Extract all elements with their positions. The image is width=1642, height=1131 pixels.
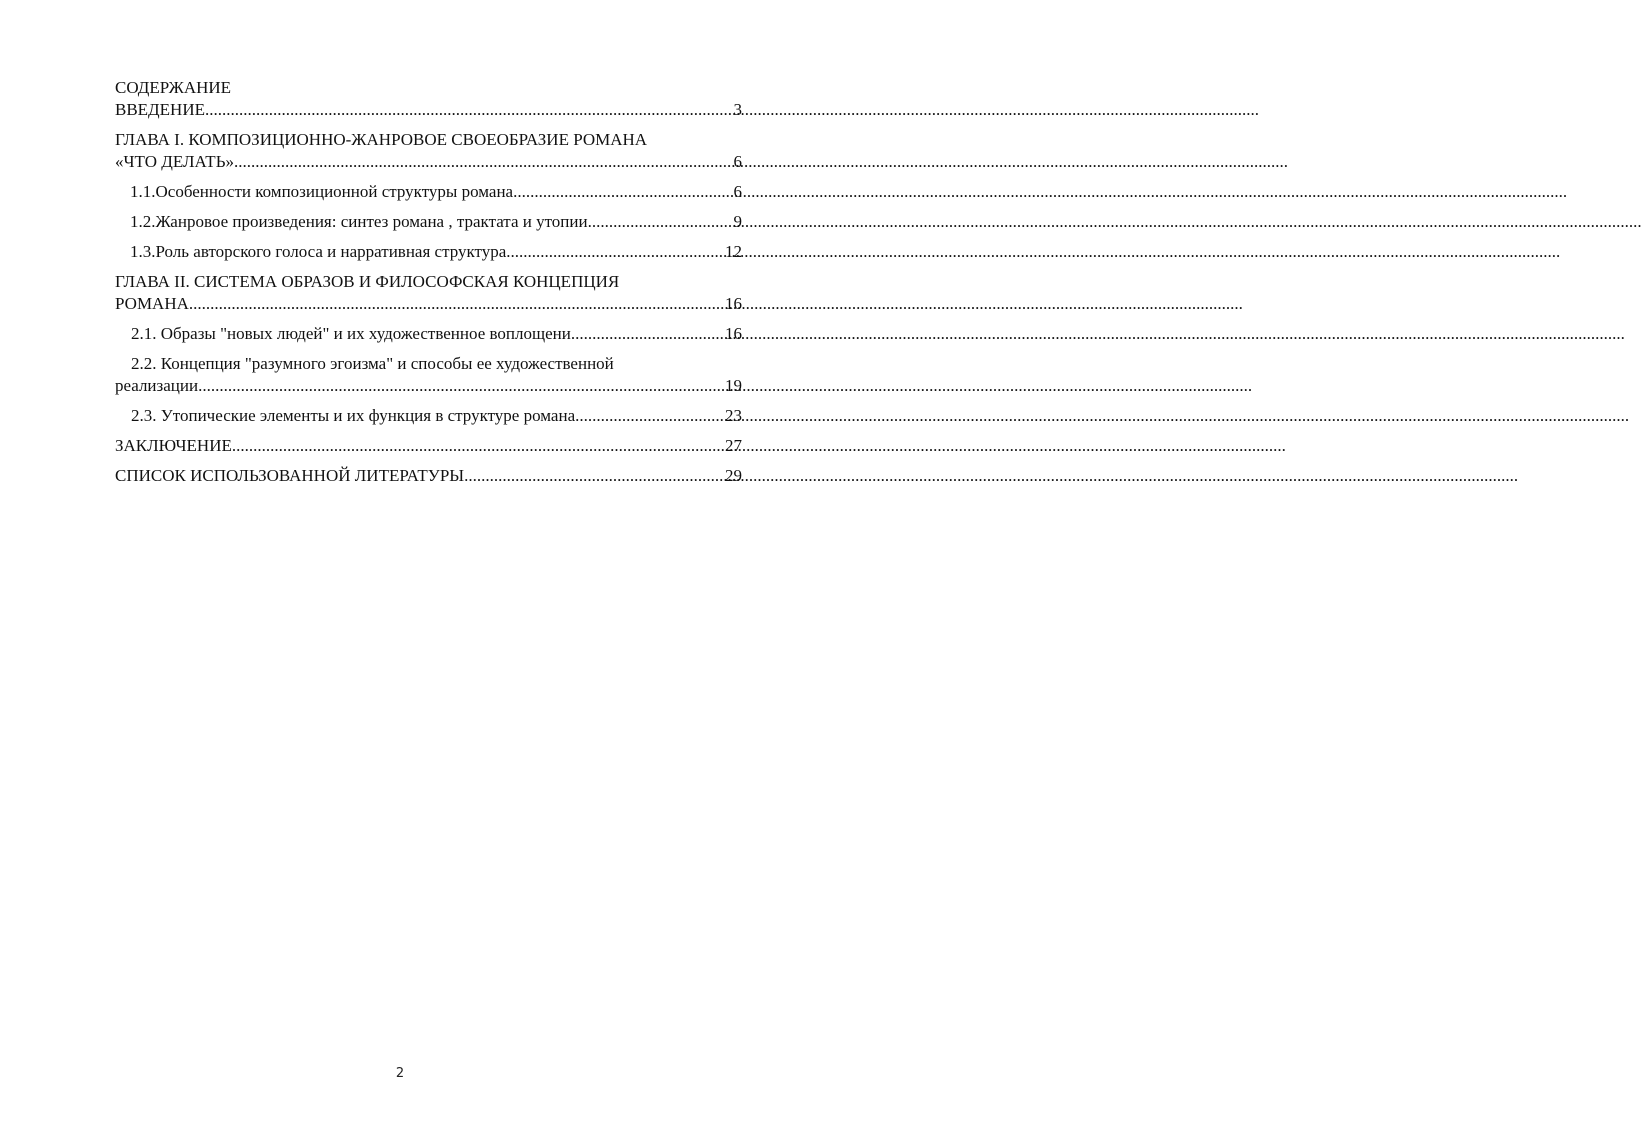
toc-entry-text: Роль авторского голоса и нарративная структура bbox=[155, 242, 507, 261]
toc-entry-introduction[interactable] bbox=[115, 99, 742, 121]
document-page bbox=[0, 0, 800, 1131]
toc-entry-literature[interactable] bbox=[115, 465, 742, 487]
toc-section-number: 1.3. bbox=[130, 242, 156, 261]
toc-entry-conclusion[interactable] bbox=[115, 435, 742, 457]
toc-page-number: 16 bbox=[725, 294, 742, 313]
toc-entry-text-line2: «ЧТО ДЕЛАТЬ» bbox=[115, 152, 234, 171]
toc-entry-section-1-3[interactable] bbox=[115, 241, 742, 263]
toc-page-number: 9 bbox=[733, 212, 742, 231]
toc-page-number: 16 bbox=[725, 324, 742, 343]
toc-entry-text-line1: 2.2. Концепция "разумного эгоизма" и способы ее художественной bbox=[131, 354, 614, 373]
dot-leader bbox=[513, 181, 732, 203]
dot-leader bbox=[506, 241, 724, 263]
toc-heading: СОДЕРЖАНИЕ bbox=[115, 78, 232, 97]
toc-entry-text-line1: ГЛАВА II. СИСТЕМА ОБРАЗОВ И ФИЛОСОФСКАЯ КОНЦЕПЦИЯ bbox=[115, 272, 620, 291]
toc-page-number: 29 bbox=[725, 466, 742, 485]
dot-leader bbox=[189, 293, 724, 315]
dot-leader bbox=[198, 375, 724, 397]
toc-page-number: 6 bbox=[733, 152, 742, 171]
toc-entry-text: Особенности композиционной структуры романа bbox=[155, 182, 514, 201]
toc-entry-chapter-2[interactable] bbox=[115, 271, 742, 315]
toc-entry-text: ВВЕДЕНИЕ bbox=[115, 100, 205, 119]
dot-leader bbox=[571, 323, 724, 345]
toc-page-number: 19 bbox=[725, 376, 742, 395]
toc-entry-text: Жанровое произведения: синтез романа , трактата и утопии bbox=[155, 212, 588, 231]
toc-entry-text: 2.3. Утопические элементы и их функция в структуре романа bbox=[131, 406, 576, 425]
toc-entry-text-line1: ГЛАВА I. КОМПОЗИЦИОННО-ЖАНРОВОЕ СВОЕОБРАЗИЕ РОМАНА bbox=[115, 130, 648, 149]
page-number-footer: 2 bbox=[395, 1066, 405, 1081]
toc-page-number: 12 bbox=[725, 242, 742, 261]
toc-entry-text: 2.1. Образы "новых людей" и их художественное воплощени bbox=[131, 324, 571, 343]
dot-leader bbox=[232, 435, 724, 457]
toc-page-number: 6 bbox=[733, 182, 742, 201]
toc-page-number: 23 bbox=[725, 406, 742, 425]
toc-entry-text: СПИСОК ИСПОЛЬЗОВАННОЙ ЛИТЕРАТУРЫ bbox=[115, 466, 465, 485]
toc-entry-section-1-1[interactable] bbox=[115, 181, 742, 203]
toc-entry-section-2-3[interactable] bbox=[115, 405, 742, 427]
dot-leader bbox=[588, 211, 733, 233]
toc-entry-section-2-1[interactable] bbox=[115, 323, 742, 345]
toc-section-number: 1.2. bbox=[130, 212, 156, 231]
dot-leader bbox=[205, 99, 733, 121]
toc-page-number: 27 bbox=[725, 436, 742, 455]
toc-entry-text-line2: реализации bbox=[115, 376, 199, 395]
toc-entry-text: ЗАКЛЮЧЕНИЕ bbox=[115, 436, 232, 455]
toc-entry-section-2-2[interactable] bbox=[115, 353, 742, 397]
toc-entry-section-1-2[interactable] bbox=[115, 211, 742, 233]
toc-page-number: 3 bbox=[733, 100, 742, 119]
dot-leader bbox=[575, 405, 724, 427]
toc-section-number: 1.1. bbox=[130, 182, 156, 201]
table-of-contents bbox=[115, 77, 742, 487]
dot-leader bbox=[464, 465, 724, 487]
toc-entry-chapter-1[interactable] bbox=[115, 129, 742, 173]
toc-entry-text-line2: РОМАНА bbox=[115, 294, 189, 313]
dot-leader bbox=[234, 151, 733, 173]
